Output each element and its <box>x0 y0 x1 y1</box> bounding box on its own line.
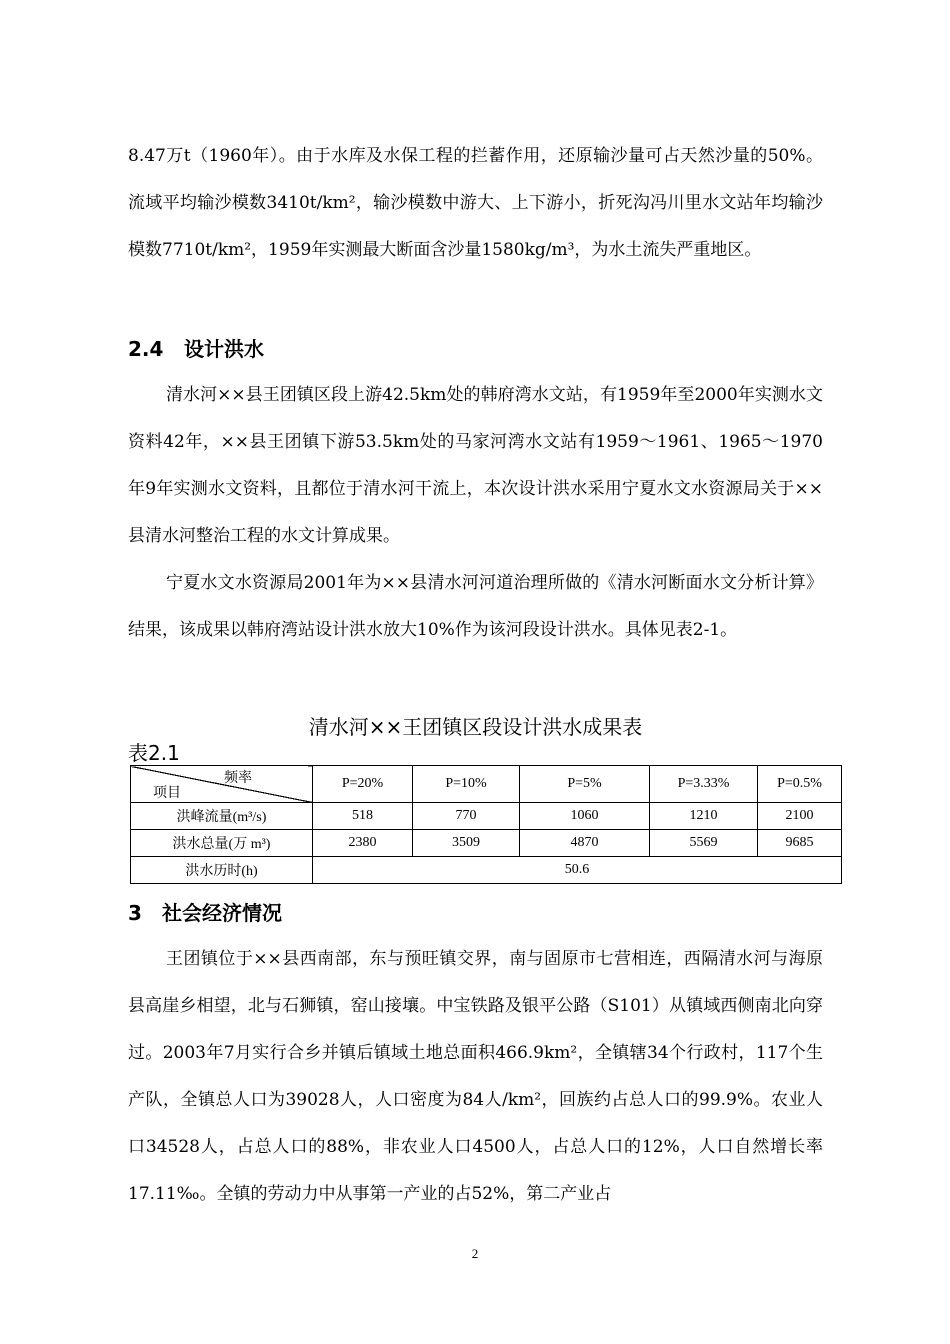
row-label: 洪水总量(万 m³) <box>131 830 313 857</box>
table-corner-cell <box>131 766 313 803</box>
table-row <box>131 857 842 884</box>
table-row <box>131 830 842 857</box>
table-cell: 9685 <box>758 830 842 857</box>
table-row <box>131 803 842 830</box>
row-label: 洪峰流量(m³/s) <box>131 803 313 830</box>
table-cell-merged: 50.6 <box>313 857 842 884</box>
table-cell: 2380 <box>313 830 413 857</box>
column-header: P=0.5% <box>758 766 842 803</box>
paragraph-hydrology-stations: 清水河××县王团镇区段上游42.5km处的韩府湾水文站，有1959年至2000年实测水文资料42年，××县王团镇下游53.5km处的马家河湾水文站有1959～1961、1965～1970年9年实测水文资料，且都位于清水河干流上，本次设计洪水采用宁夏水文水资源局关于××县清水河整治工程的水文计算成果。 <box>128 385 823 546</box>
corner-item-label: 项目 <box>153 786 181 801</box>
paragraph-calculation-result: 宁夏水文水资源局2001年为××县清水河河道治理所做的《清水河断面水文分析计算》结果，该成果以韩府湾站设计洪水放大10%作为该河段设计洪水。具体见表2-1。 <box>128 573 823 640</box>
heading-text: 设计洪水 <box>184 337 264 361</box>
paragraph-sediment: 8.47万t（1960年）。由于水库及水保工程的拦蓄作用，还原输沙量可占天然沙量的50%。流域平均输沙模数3410t/km²，输沙模数中游大、上下游小，折死沟冯川里水文站年均输沙模数7710t/km²，1959年实测最大断面含沙量1580kg/m³，为水土流失严重地区。 <box>128 146 823 260</box>
column-header: P=20% <box>313 766 413 803</box>
table-header-row <box>131 766 842 803</box>
heading-design-flood <box>128 334 264 364</box>
table-cell: 1210 <box>650 803 758 830</box>
table-cell: 5569 <box>650 830 758 857</box>
column-header: P=5% <box>520 766 650 803</box>
flood-results-table <box>130 765 842 884</box>
heading-socioeconomic <box>128 898 282 928</box>
corner-frequency-label: 频率 <box>224 771 252 786</box>
table-cell: 4870 <box>520 830 650 857</box>
table-label: 表2.1 <box>128 741 180 765</box>
column-header: P=10% <box>413 766 520 803</box>
page-number: 2 <box>471 1246 479 1261</box>
table-title: 清水河××王团镇区段设计洪水成果表 <box>308 715 643 739</box>
column-header: P=3.33% <box>650 766 758 803</box>
table-cell: 3509 <box>413 830 520 857</box>
heading-number: 2.4 <box>128 337 164 361</box>
heading-text: 社会经济情况 <box>162 901 282 925</box>
heading-number: 3 <box>128 901 142 925</box>
table-cell: 518 <box>313 803 413 830</box>
row-label: 洪水历时(h) <box>131 857 313 884</box>
table-cell: 1060 <box>520 803 650 830</box>
table-cell: 770 <box>413 803 520 830</box>
table-cell: 2100 <box>758 803 842 830</box>
paragraph-town-overview: 王团镇位于××县西南部，东与预旺镇交界，南与固原市七营相连，西隔清水河与海原县高崖乡相望，北与石狮镇，窑山接壤。中宝铁路及银平公路（S101）从镇域西侧南北向穿过。2003年7月实行合乡并镇后镇域土地总面积466.9km²，全镇辖34个行政村，117个生产队，全镇总人口为39028人，人口密度为84人/km²，回族约占总人口的99.9%。农业人口34528人，占总人口的88%，非农业人口4500人，占总人口的12%，人口自然增长率17.11‰。全镇的劳动力中从事第一产业的占52%，第二产业占 <box>128 949 823 1204</box>
